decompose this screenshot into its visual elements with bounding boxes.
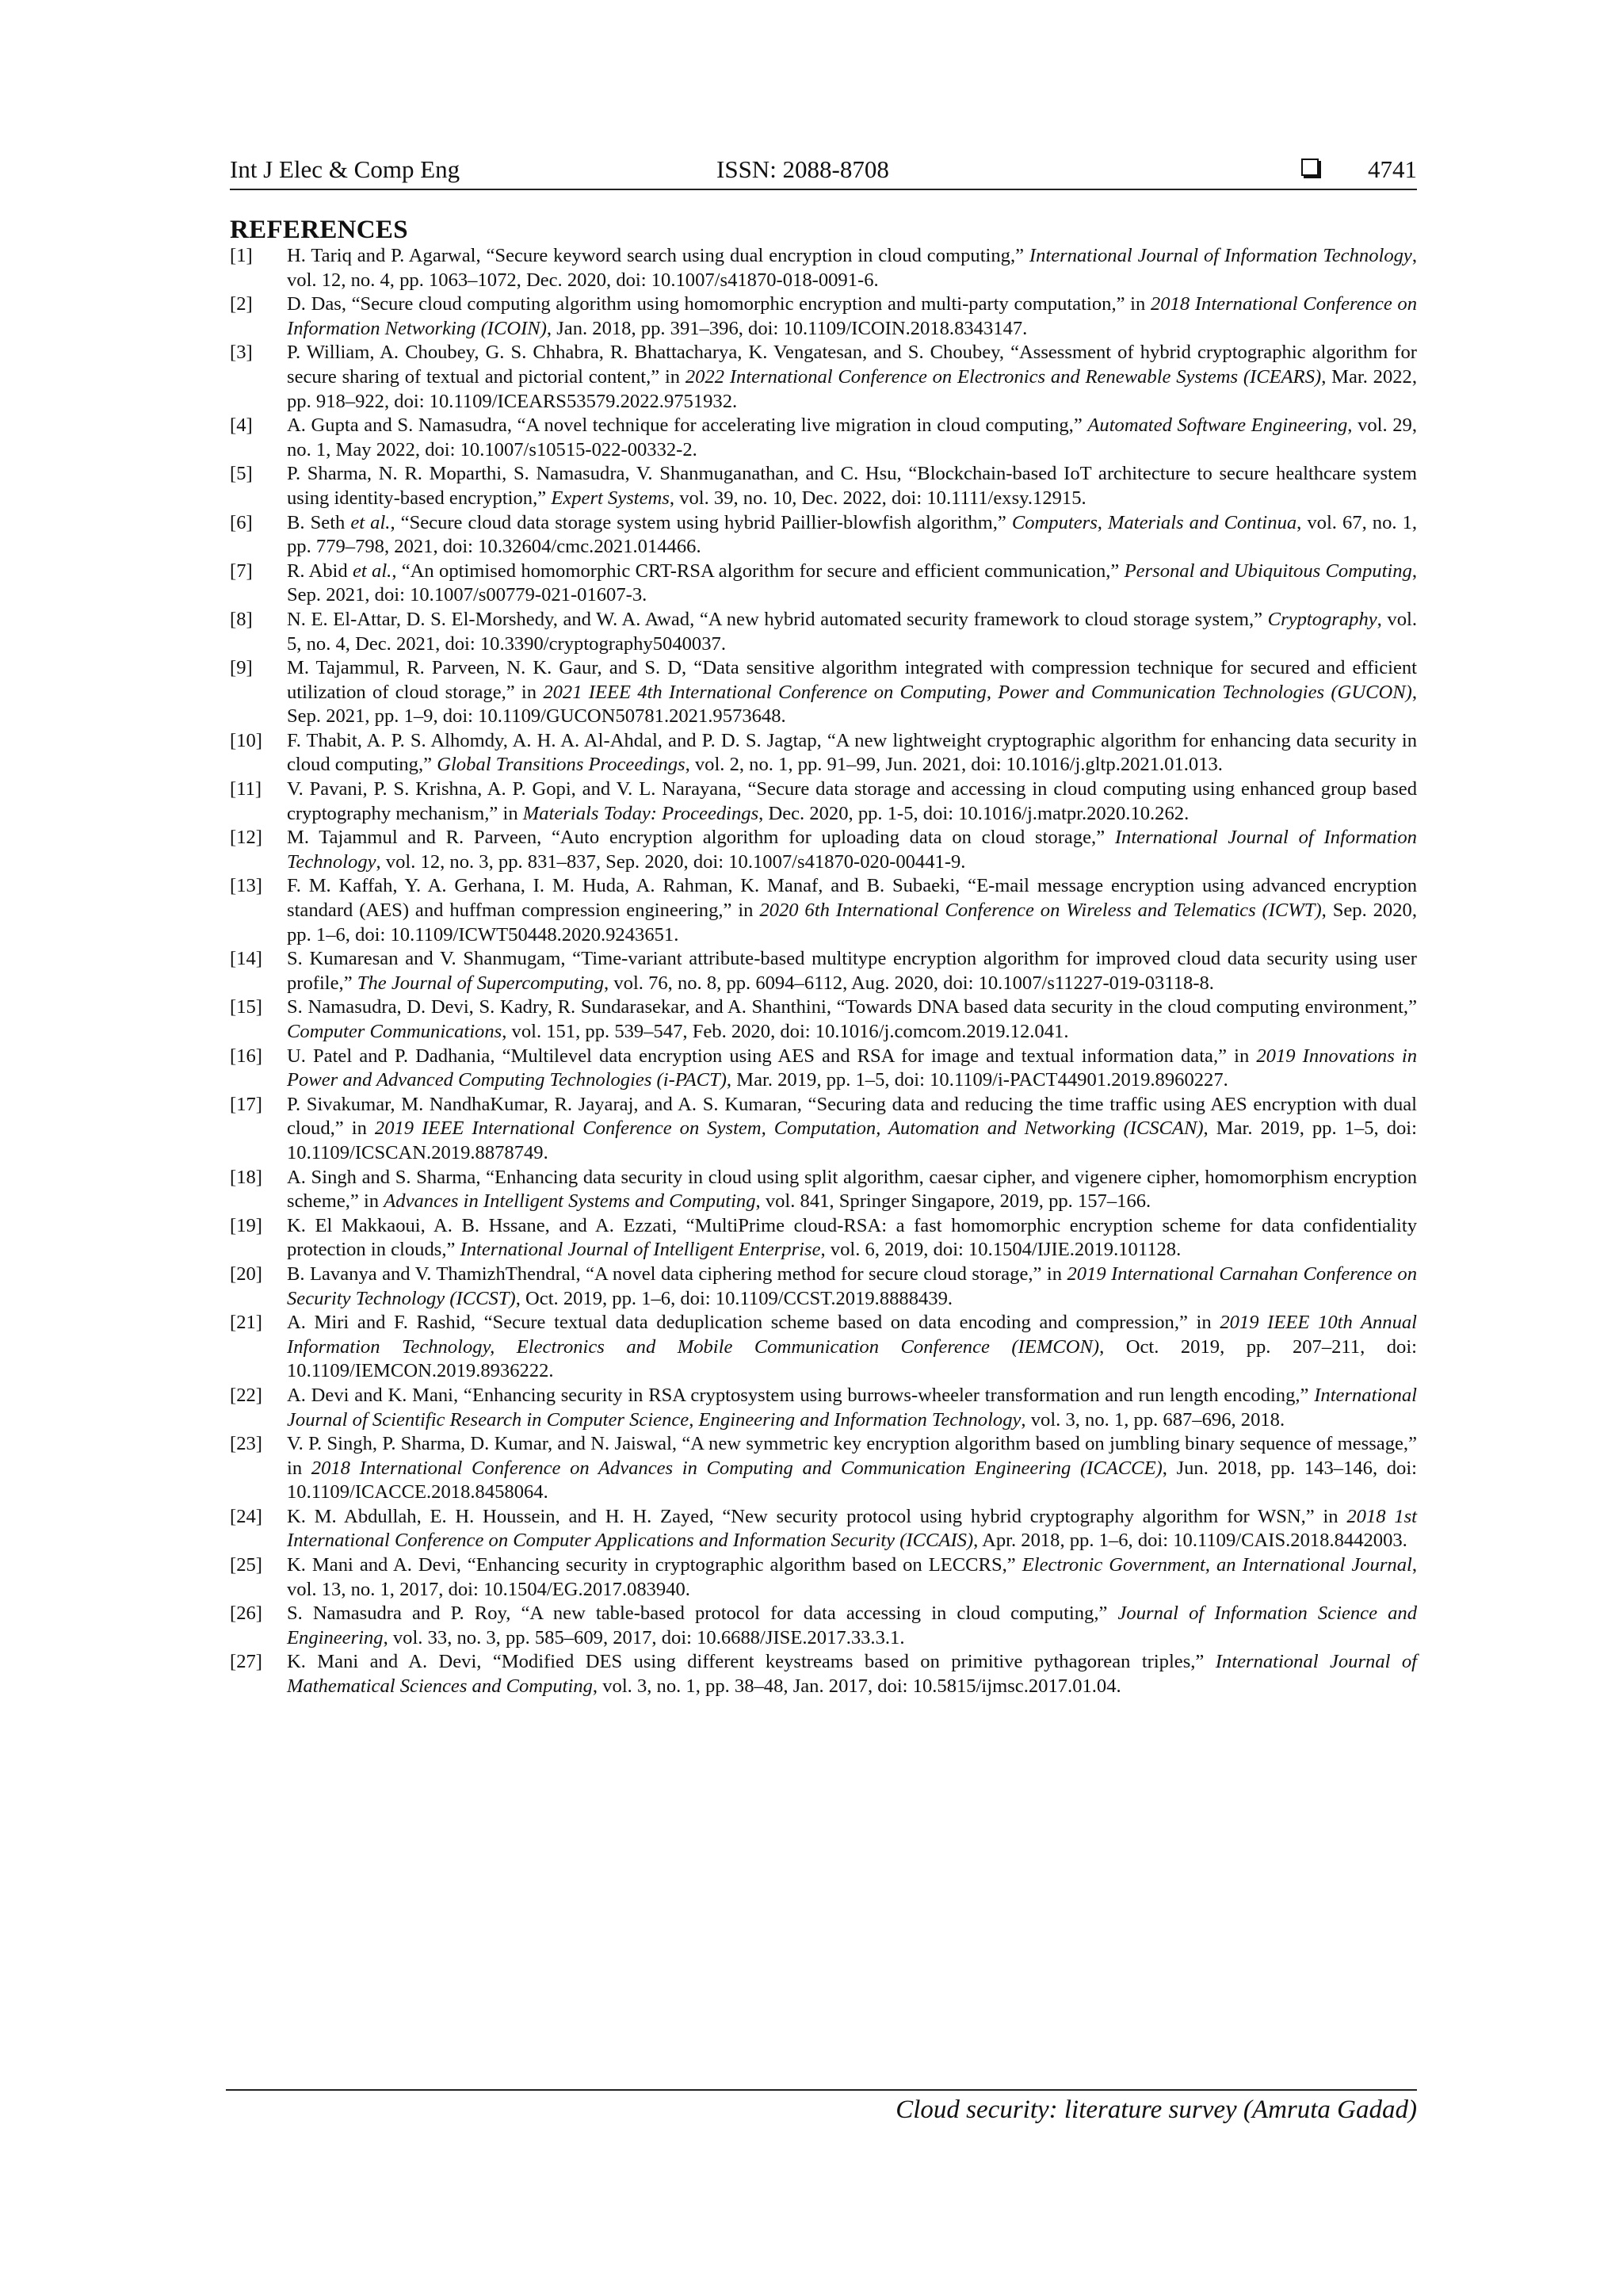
reference-source-title: International Journal of Information Technology	[1029, 245, 1412, 266]
reference-source-title: 2020 6th International Conference on Wireless and Telematics (ICWT)	[759, 900, 1322, 922]
reference-source-title: 2022 International Conference on Electronics and Renewable Systems (ICEARS)	[685, 365, 1322, 388]
reference-number: [27]	[230, 1651, 262, 1673]
reference-text-segment: , vol. 12, no. 3, pp. 831–837, Sep. 2020, doi: 10.1007/s41870-020-00441-9.	[376, 850, 966, 873]
reference-text-segment: S. Namasudra, D. Devi, S. Kadry, R. Sundarasekar, and A. Shanthini, “Towards DNA based data security in the cloud computing environment,”	[287, 996, 1417, 1018]
reference-source-title: 2018 International Conference on Information Networking (ICOIN)	[287, 293, 1417, 339]
reference-item	[230, 1166, 1417, 1214]
reference-text	[287, 656, 1417, 729]
reference-source-title: International Journal of Information Technology	[287, 827, 1417, 873]
reference-text-segment: K. El Makkaoui, A. B. Hssane, and A. Ezzati, “MultiPrime cloud-RSA: a fast homomorphic encryption scheme for data confidentiality protection in clouds,”	[287, 1214, 1417, 1261]
reference-text-segment: , Mar. 2019, pp. 1–5, doi: 10.1109/ICSCAN.2019.8878749.	[287, 1117, 1417, 1163]
reference-text-segment: , vol. 67, no. 1, pp. 779–798, 2021, doi: 10.32604/cmc.2021.014466.	[287, 511, 1418, 558]
references-list	[230, 244, 1417, 1699]
reference-item	[230, 414, 1417, 462]
reference-text-segment: , Oct. 2019, pp. 1–6, doi: 10.1109/CCST.2019.8888439.	[515, 1287, 953, 1309]
reference-text-segment: N. E. El-Attar, D. S. El-Morshedy, and W. A. Awad, “A new hybrid automated security framework to cloud storage system,”	[287, 608, 1268, 630]
reference-text	[287, 1384, 1417, 1432]
reference-text-segment: , vol. 2, no. 1, pp. 91–99, Jun. 2021, doi: 10.1016/j.gltp.2021.01.013.	[685, 754, 1223, 776]
reference-text	[287, 1602, 1417, 1650]
reference-number: [22]	[230, 1384, 262, 1406]
reference-text	[287, 1505, 1417, 1553]
reference-item	[230, 1214, 1417, 1263]
reference-number: [4]	[230, 415, 253, 437]
reference-item	[230, 1650, 1417, 1698]
footer-divider	[226, 2089, 1417, 2091]
reference-item	[230, 1432, 1417, 1505]
reference-source-title: 2019 International Carnahan Conference on Security Technology (ICCST)	[287, 1263, 1418, 1309]
reference-text-segment: , Apr. 2018, pp. 1–6, doi: 10.1109/CAIS.2018.8442003.	[973, 1530, 1407, 1552]
reference-number: [13]	[230, 875, 262, 897]
reference-number: [14]	[230, 948, 262, 970]
reference-item	[230, 995, 1417, 1044]
reference-item	[230, 947, 1417, 995]
reference-number: [12]	[230, 827, 262, 849]
reference-source-title: 2018 1st International Conference on Computer Applications and Information Security (ICCAIS)	[287, 1505, 1417, 1552]
reference-source-title: et al.	[350, 511, 391, 533]
reference-number: [23]	[230, 1433, 262, 1455]
reference-source-title: International Journal of Scientific Research in Computer Science, Engineering and Information Technology	[287, 1384, 1417, 1431]
footer-running-title: Cloud security: literature survey (Amruta Gadad)	[896, 2095, 1417, 2124]
reference-number: [2]	[230, 293, 253, 315]
reference-text	[287, 1214, 1417, 1263]
reference-text-segment: , vol. 3, no. 1, pp. 38–48, Jan. 2017, doi: 10.5815/ijmsc.2017.01.04.	[592, 1675, 1121, 1698]
reference-text-segment: , Sep. 2020, pp. 1–6, doi: 10.1109/ICWT50448.2020.9243651.	[287, 900, 1417, 946]
reference-text-segment: , vol. 12, no. 4, pp. 1063–1072, Dec. 2020, doi: 10.1007/s41870-018-0091-6.	[287, 245, 1417, 291]
reference-text	[287, 947, 1417, 995]
reference-text-segment: S. Namasudra and P. Roy, “A new table-based protocol for data accessing in cloud computing,”	[287, 1603, 1118, 1625]
page-header	[230, 154, 1417, 190]
reference-number: [1]	[230, 245, 253, 266]
reference-item	[230, 874, 1417, 947]
reference-number: [24]	[230, 1505, 262, 1527]
reference-text-segment: P. William, A. Choubey, G. S. Chhabra, R. Bhattacharya, K. Vengatesan, and S. Choubey, “Assessment of hybrid cryptographic algorithm for secure sharing of textual and pictorial content,” in	[287, 342, 1417, 388]
reference-text	[287, 1093, 1417, 1166]
reference-item	[230, 292, 1417, 341]
reference-text	[287, 341, 1417, 414]
reference-number: [10]	[230, 729, 262, 751]
reference-number: [8]	[230, 608, 253, 630]
reference-number: [3]	[230, 342, 253, 364]
reference-item	[230, 1311, 1417, 1384]
references-heading: REFERENCES	[230, 216, 408, 244]
reference-item	[230, 1384, 1417, 1432]
reference-item	[230, 826, 1417, 874]
reference-text	[287, 826, 1417, 874]
reference-text-segment: , vol. 151, pp. 539–547, Feb. 2020, doi: 10.1016/j.comcom.2019.12.041.	[502, 1021, 1069, 1042]
reference-text-segment: B. Lavanya and V. ThamizhThendral, “A novel data ciphering method for secure cloud storage,” in	[287, 1263, 1067, 1285]
reference-text-segment: , vol. 841, Springer Singapore, 2019, pp. 157–166.	[755, 1190, 1151, 1213]
reference-number: [15]	[230, 996, 262, 1018]
reference-item	[230, 341, 1417, 414]
reference-text-segment: K. Mani and A. Devi, “Enhancing security in cryptographic algorithm based on LECCRS,”	[287, 1554, 1022, 1576]
reference-text	[287, 995, 1417, 1044]
reference-text-segment: V. Pavani, P. S. Krishna, A. P. Gopi, and V. L. Narayana, “Secure data storage and accessing in cloud computing using enhanced group based cryptography mechanism,” in	[287, 778, 1417, 824]
reference-text	[287, 462, 1417, 510]
reference-source-title: et al.	[352, 560, 392, 582]
reference-source-title: Personal and Ubiquitous Computing	[1124, 560, 1412, 582]
reference-text-segment: , “An optimised homomorphic CRT-RSA algorithm for secure and efficient communication,”	[391, 560, 1125, 582]
reference-item	[230, 656, 1417, 729]
reference-text-segment: , vol. 13, no. 1, 2017, doi: 10.1504/EG.2017.083940.	[287, 1554, 1418, 1600]
reference-text-segment: A. Miri and F. Rashid, “Secure textual data deduplication scheme based on data encoding and compression,” in	[287, 1312, 1220, 1334]
reference-number: [18]	[230, 1166, 262, 1188]
reference-item	[230, 1553, 1417, 1602]
reference-source-title: 2021 IEEE 4th International Conference on Computing, Power and Communication Technologies (GUCON)	[543, 681, 1412, 703]
reference-text	[287, 292, 1417, 341]
reference-text	[287, 1311, 1417, 1384]
reference-number: [7]	[230, 560, 253, 582]
reference-text-segment: K. Mani and A. Devi, “Modified DES using different keystreams based on primitive pythagorean triples,”	[287, 1651, 1216, 1673]
reference-item	[230, 244, 1417, 292]
reference-text-segment: S. Kumaresan and V. Shanmugam, “Time-variant attribute-based multitype encryption algorithm for improved cloud data security using user profile,”	[287, 948, 1417, 994]
reference-number: [19]	[230, 1214, 262, 1236]
reference-text-segment: P. Sivakumar, M. NandhaKumar, R. Jayaraj, and A. S. Kumaran, “Securing data and reducing the time traffic using AES encryption with dual cloud,” in	[287, 1093, 1417, 1140]
reference-text-segment: , vol. 33, no. 3, pp. 585–609, 2017, doi: 10.6688/JISE.2017.33.3.1.	[383, 1626, 905, 1648]
reference-number: [6]	[230, 511, 253, 533]
reference-number: [9]	[230, 657, 253, 679]
reference-text-segment: , Jan. 2018, pp. 391–396, doi: 10.1109/ICOIN.2018.8343147.	[546, 317, 1028, 339]
reference-source-title: International Journal of Intelligent Enterprise	[460, 1239, 821, 1261]
reference-text-segment: , vol. 76, no. 8, pp. 6094–6112, Aug. 2020, doi: 10.1007/s11227-019-03118-8.	[604, 972, 1214, 994]
reference-source-title: Computer Communications	[287, 1021, 502, 1042]
reference-text	[287, 560, 1417, 608]
reference-source-title: Computers, Materials and Continua	[1011, 511, 1297, 533]
reference-text	[287, 777, 1417, 826]
reference-text	[287, 1045, 1417, 1093]
reference-source-title: 2019 IEEE 10th Annual Information Technology, Electronics and Mobile Communication Conference (IEMCON)	[287, 1312, 1418, 1358]
reference-source-title: Electronic Government, an International Journal	[1022, 1554, 1412, 1576]
reference-text-segment: V. P. Singh, P. Sharma, D. Kumar, and N. Jaiswal, “A new symmetric key encryption algorithm based on jumbling binary sequence of message,” in	[287, 1433, 1417, 1479]
reference-text	[287, 511, 1417, 560]
reference-text-segment: M. Tajammul, R. Parveen, N. K. Gaur, and S. D, “Data sensitive algorithm integrated with compression technique for secured and efficient utilization of cloud storage,” in	[287, 657, 1417, 703]
reference-text	[287, 414, 1417, 462]
reference-text	[287, 874, 1417, 947]
reference-source-title: The Journal of Supercomputing	[357, 972, 605, 994]
reference-text-segment: , Jun. 2018, pp. 143–146, doi: 10.1109/ICACCE.2018.8458064.	[287, 1457, 1417, 1503]
reference-source-title: Global Transitions Proceedings	[437, 754, 685, 776]
reference-text-segment: , vol. 5, no. 4, Dec. 2021, doi: 10.3390/cryptography5040037.	[287, 608, 1417, 655]
reference-text	[287, 1166, 1417, 1214]
reference-number: [26]	[230, 1603, 262, 1625]
reference-number: [25]	[230, 1554, 262, 1576]
reference-text-segment: , Mar. 2019, pp. 1–5, doi: 10.1109/i-PACT44901.2019.8960227.	[726, 1069, 1228, 1091]
reference-text-segment: , vol. 29, no. 1, May 2022, doi: 10.1007/s10515-022-00332-2.	[287, 415, 1418, 460]
reference-number: [20]	[230, 1263, 262, 1285]
reference-text-segment: M. Tajammul and R. Parveen, “Auto encryption algorithm for uploading data on cloud storage,”	[287, 827, 1115, 849]
reference-number: [11]	[230, 778, 262, 800]
reference-item	[230, 1263, 1417, 1311]
reference-text-segment: F. Thabit, A. P. S. Alhomdy, A. H. A. Al-Ahdal, and P. D. S. Jagtap, “A new lightweight cryptographic algorithm for enhancing data security in cloud computing,”	[287, 729, 1417, 776]
reference-text-segment: R. Abid	[287, 560, 353, 582]
reference-text-segment: A. Gupta and S. Namasudra, “A novel technique for accelerating live migration in cloud computing,”	[287, 415, 1088, 437]
reference-source-title: 2019 Innovations in Power and Advanced Computing Technologies (i-PACT)	[287, 1045, 1418, 1091]
square-outline-icon	[1301, 159, 1319, 176]
reference-text	[287, 729, 1417, 777]
reference-source-title: Expert Systems	[551, 487, 670, 509]
reference-item	[230, 1093, 1417, 1166]
reference-item	[230, 608, 1417, 656]
reference-source-title: 2019 IEEE International Conference on System, Computation, Automation and Networking (ICSCAN)	[374, 1117, 1204, 1140]
reference-number: [5]	[230, 463, 253, 485]
reference-text-segment: F. M. Kaffah, Y. A. Gerhana, I. M. Huda, A. Rahman, K. Manaf, and B. Subaeki, “E-mail message encryption using advanced encryption standard (AES) and huffman compression engineering,” in	[287, 875, 1417, 922]
reference-item	[230, 1045, 1417, 1093]
reference-item	[230, 1602, 1417, 1650]
reference-source-title: Advances in Intelligent Systems and Computing	[384, 1190, 756, 1213]
reference-item	[230, 729, 1417, 777]
reference-text-segment: K. M. Abdullah, E. H. Houssein, and H. H. Zayed, “New security protocol using hybrid cryptography algorithm for WSN,” in	[287, 1505, 1347, 1527]
reference-text-segment: A. Singh and S. Sharma, “Enhancing data security in cloud using split algorithm, caesar cipher, and vigenere cipher, homomorphism encryption scheme,” in	[287, 1166, 1417, 1213]
reference-text-segment: B. Seth	[287, 511, 351, 533]
reference-number: [21]	[230, 1312, 262, 1334]
reference-text	[287, 608, 1417, 656]
reference-text	[287, 1432, 1417, 1505]
reference-text-segment: , vol. 6, 2019, doi: 10.1504/IJIE.2019.101128.	[820, 1239, 1182, 1261]
reference-item	[230, 1505, 1417, 1553]
reference-source-title: Automated Software Engineering	[1087, 415, 1348, 437]
reference-item	[230, 777, 1417, 826]
reference-text	[287, 1650, 1417, 1698]
reference-item	[230, 462, 1417, 510]
reference-text-segment: H. Tariq and P. Agarwal, “Secure keyword search using dual encryption in cloud computing,”	[287, 245, 1029, 266]
reference-text-segment: , Dec. 2020, pp. 1-5, doi: 10.1016/j.matpr.2020.10.262.	[758, 802, 1190, 824]
reference-text-segment: D. Das, “Secure cloud computing algorithm using homomorphic encryption and multi-party computation,” in	[287, 293, 1151, 315]
reference-source-title: 2018 International Conference on Advances in Computing and Communication Engineering (ICACCE)	[311, 1457, 1163, 1479]
reference-number: [17]	[230, 1093, 262, 1115]
reference-number: [16]	[230, 1045, 262, 1067]
reference-source-title: International Journal of Mathematical Sciences and Computing	[287, 1651, 1417, 1698]
reference-text-segment: , Oct. 2019, pp. 207–211, doi: 10.1109/IEMCON.2019.8936222.	[287, 1335, 1418, 1382]
reference-item	[230, 511, 1417, 560]
reference-text	[287, 1263, 1417, 1311]
issn: ISSN: 2088-8708	[716, 155, 889, 183]
page-number: 4741	[1368, 155, 1417, 183]
reference-text-segment: , vol. 39, no. 10, Dec. 2022, doi: 10.1111/exsy.12915.	[669, 487, 1086, 509]
reference-text-segment: P. Sharma, N. R. Moparthi, S. Namasudra, V. Shanmuganathan, and C. Hsu, “Blockchain-based IoT architecture to secure healthcare system using identity-based encryption,”	[287, 463, 1417, 509]
reference-source-title: Cryptography	[1267, 608, 1377, 630]
reference-source-title: Journal of Information Science and Engineering	[287, 1603, 1417, 1648]
reference-text-segment: , “Secure cloud data storage system using hybrid Paillier-blowfish algorithm,”	[390, 511, 1012, 533]
journal-name: Int J Elec & Comp Eng	[230, 155, 460, 183]
reference-item	[230, 560, 1417, 608]
reference-text	[287, 1553, 1417, 1602]
reference-text	[287, 244, 1417, 292]
reference-text-segment: A. Devi and K. Mani, “Enhancing security in RSA cryptosystem using burrows-wheeler transformation and run length encoding,”	[287, 1384, 1315, 1406]
reference-text-segment: , Sep. 2021, pp. 1–9, doi: 10.1109/GUCON50781.2021.9573648.	[287, 681, 1417, 728]
reference-text-segment: , Mar. 2022, pp. 918–922, doi: 10.1109/ICEARS53579.2022.9751932.	[287, 365, 1418, 412]
reference-text-segment: U. Patel and P. Dadhania, “Multilevel data encryption using AES and RSA for image and textual information data,” in	[287, 1045, 1257, 1067]
reference-text-segment: , vol. 3, no. 1, pp. 687–696, 2018.	[1021, 1408, 1285, 1431]
reference-source-title: Materials Today: Proceedings	[522, 802, 759, 824]
reference-text-segment: , Sep. 2021, doi: 10.1007/s00779-021-01607-3.	[287, 560, 1417, 606]
